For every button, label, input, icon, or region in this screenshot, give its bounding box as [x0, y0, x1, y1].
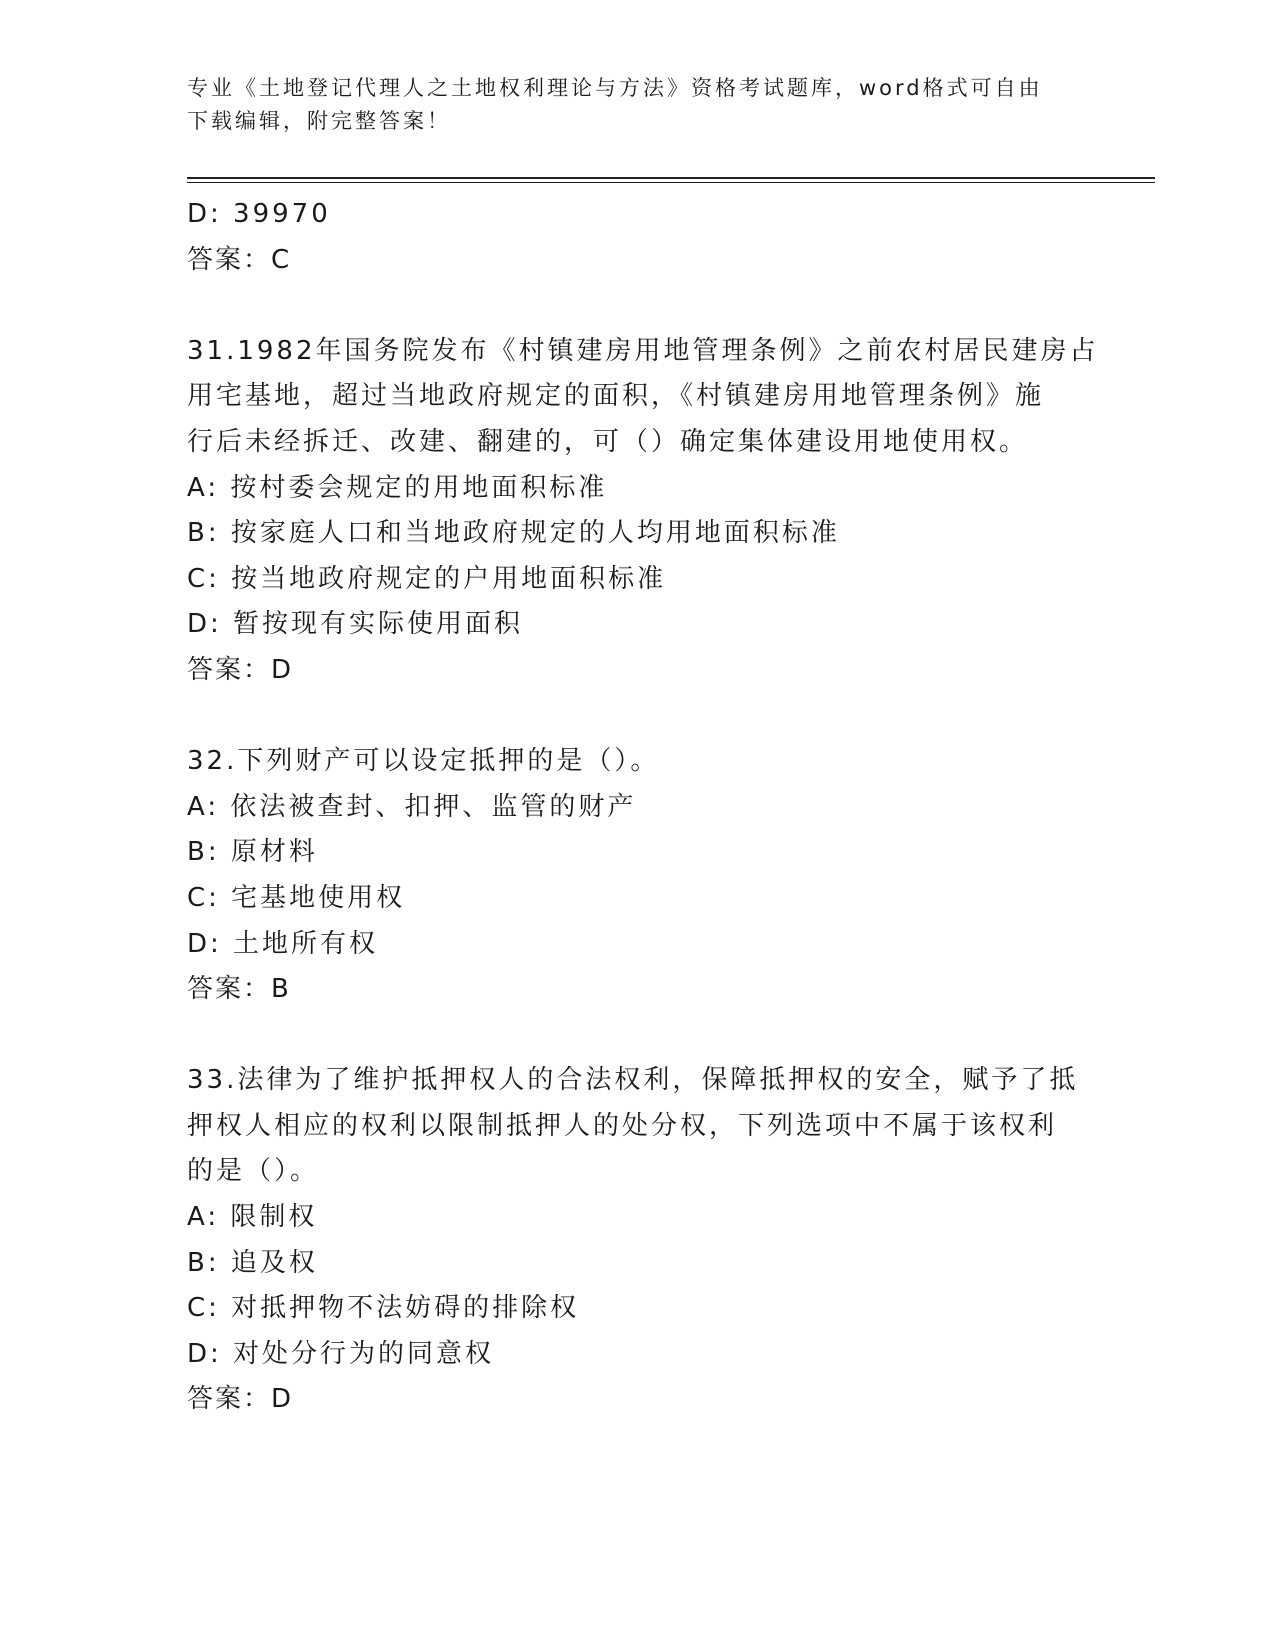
- option-d: D: 对处分行为的同意权: [187, 1338, 495, 1369]
- option-c: C: 宅基地使用权: [187, 882, 406, 913]
- question-33: [187, 1058, 1087, 1423]
- option-b: B: 原材料: [187, 837, 318, 868]
- option-a: A: 限制权: [187, 1202, 318, 1233]
- answer: 答案：D: [187, 654, 294, 685]
- option-b: B: 按家庭人口和当地政府规定的人均用地面积标准: [187, 518, 840, 549]
- question-list: [187, 192, 1099, 1423]
- option-d: D: 土地所有权: [187, 928, 379, 959]
- header-rule-thin: [187, 182, 1155, 183]
- header-rule-thick: [187, 177, 1155, 179]
- question-31: [187, 329, 1099, 694]
- prev-answer: 答案：C: [187, 244, 292, 275]
- question-stem-line: 31.1982年国务院发布《村镇建房用地管理条例》之前农村居民建房占: [187, 335, 1099, 366]
- question-stem-line: 的是（）。: [187, 1156, 320, 1187]
- document-header: [187, 72, 1067, 138]
- question-stem-line: 33.法律为了维护抵押权人的合法权利，保障抵押权的安全，赋予了抵: [187, 1065, 1079, 1096]
- header-line-1: 专业《土地登记代理人之土地权利理论与方法》资格考试题库，word格式可自由: [187, 76, 1043, 100]
- option-b: B: 追及权: [187, 1247, 318, 1278]
- answer: 答案：B: [187, 974, 291, 1005]
- spacer: [187, 283, 1087, 329]
- question-stem-line: 32.下列财产可以设定抵押的是（）。: [187, 746, 660, 777]
- prev-option-d: D: 39970: [187, 199, 331, 229]
- option-d: D: 暂按现有实际使用面积: [187, 609, 524, 640]
- question-32: [187, 739, 1087, 1013]
- option-a: A: 依法被查封、扣押、监管的财产: [187, 791, 637, 822]
- spacer: [187, 1013, 1087, 1059]
- answer: 答案：D: [187, 1384, 294, 1415]
- spacer: [187, 694, 1087, 740]
- option-a: A: 按村委会规定的用地面积标准: [187, 472, 608, 503]
- option-c: C: 按当地政府规定的户用地面积标准: [187, 563, 667, 594]
- question-stem-line: 用宅基地，超过当地政府规定的面积，《村镇建房用地管理条例》施: [187, 381, 1045, 412]
- option-c: C: 对抵押物不法妨碍的排除权: [187, 1293, 580, 1324]
- question-stem-line: 行后未经拆迁、改建、翻建的，可（）确定集体建设用地使用权。: [187, 426, 1029, 457]
- header-line-2: 下载编辑，附完整答案！: [187, 109, 451, 133]
- question-stem-line: 押权人相应的权利以限制抵押人的处分权，下列选项中不属于该权利: [187, 1110, 1058, 1141]
